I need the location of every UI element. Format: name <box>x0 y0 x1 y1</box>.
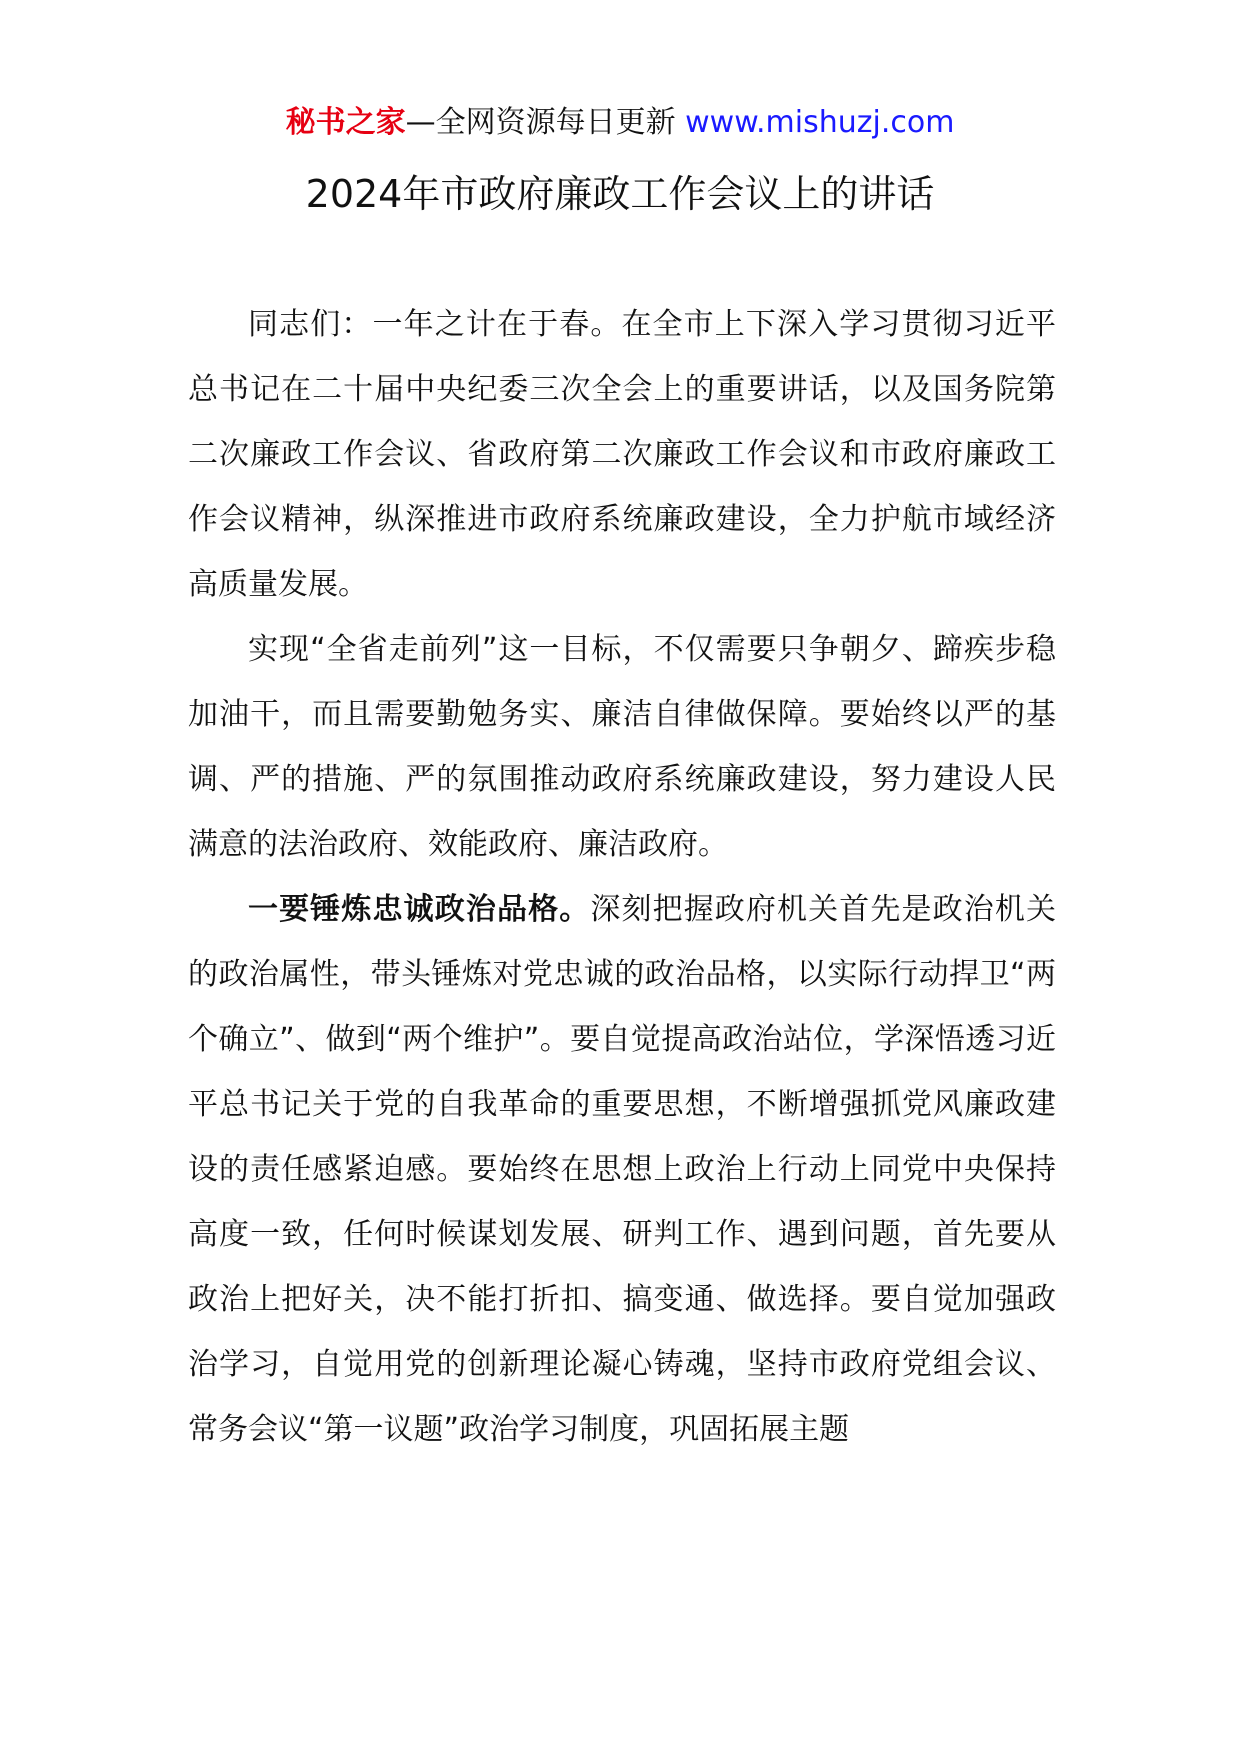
paragraph-lead: 一要锤炼忠诚政治品格。 <box>248 892 591 927</box>
brand-name: 秘书之家 <box>285 105 406 140</box>
paragraph <box>188 617 1056 877</box>
paragraph-text: 深刻把握政府机关首先是政治机关的政治属性，带头锤炼对党忠诚的政治品格，以实际行动捍卫“两个确立”、做到“两个维护”。要自觉提高政治站位，学深悟透习近平总书记关于党的自我革命的重要思想，不断增强抓党风廉政建设的责任感紧迫感。要始终在思想上政治上行动上同党中央保持高度一致，任何时候谋划发展、研判工作、遇到问题，首先要从政治上把好关，决不能打折扣、搞变通、做选择。要自觉加强政治学习，自觉用党的创新理论凝心铸魂，坚持市政府党组会议、常务会议“第一议题”政治学习制度，巩固拓展主题 <box>188 892 1057 1447</box>
paragraph <box>188 292 1056 617</box>
document-body <box>188 292 1056 1462</box>
site-header <box>0 100 1240 146</box>
paragraph-text: 实现“全省走前列”这一目标，不仅需要只争朝夕、蹄疾步稳加油干，而且需要勤勉务实、廉洁自律做保障。要始终以严的基调、严的措施、严的氛围推动政府系统廉政建设，努力建设人民满意的法治政府、效能政府、廉洁政府。 <box>188 632 1056 862</box>
paragraph-text: 同志们：一年之计在于春。在全市上下深入学习贯彻习近平总书记在二十届中央纪委三次全会上的重要讲话，以及国务院第二次廉政工作会议、省政府第二次廉政工作会议和市政府廉政工作会议精神，纵深推进市政府系统廉政建设，全力护航市域经济高质量发展。 <box>188 307 1056 602</box>
header-tagline: —全网资源每日更新 <box>405 105 676 140</box>
site-url-link[interactable]: www.mishuzj.com <box>685 105 955 140</box>
paragraph <box>188 877 1056 1462</box>
document-title: 2024年市政府廉政工作会议上的讲话 <box>305 172 935 216</box>
